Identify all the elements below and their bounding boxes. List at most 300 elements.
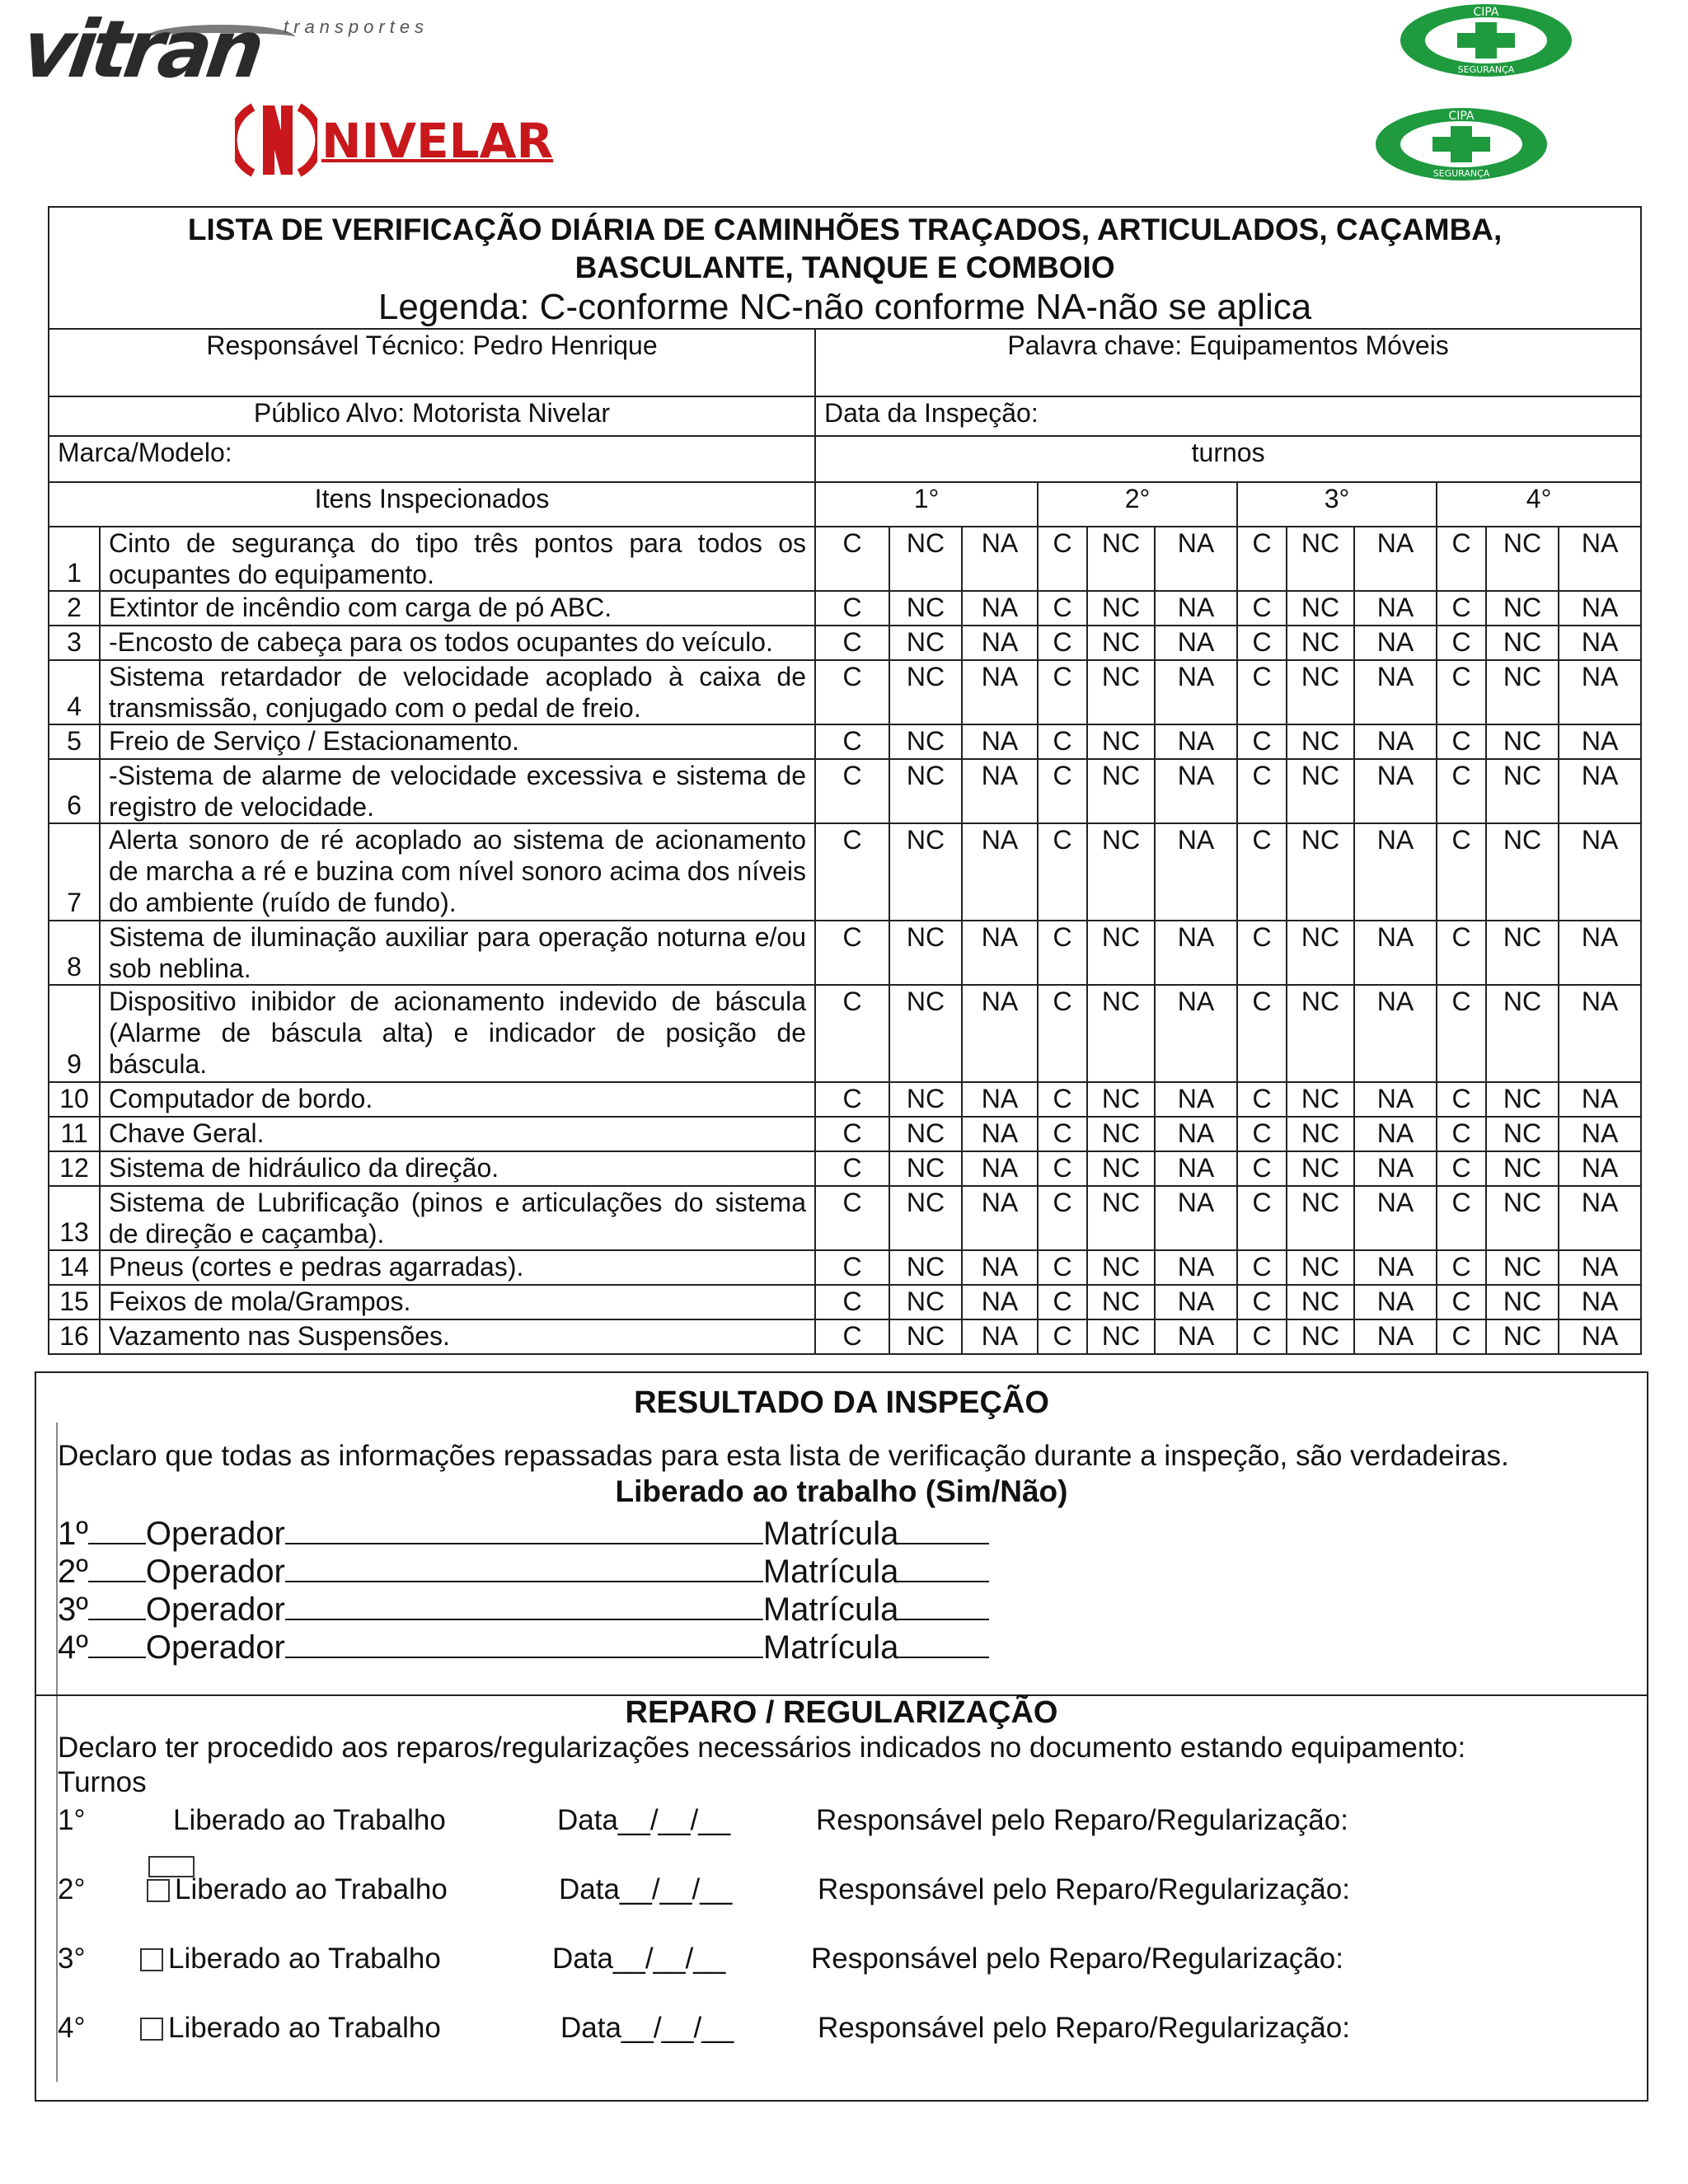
- operator-ordinal: 3º: [58, 1591, 88, 1628]
- option-nc-shift-1[interactable]: NC: [889, 1186, 962, 1250]
- option-na-shift-1[interactable]: NA: [962, 1319, 1038, 1354]
- option-na-shift-3[interactable]: NA: [1354, 1250, 1437, 1285]
- option-na-shift-4[interactable]: NA: [1559, 1250, 1641, 1285]
- option-c-shift-1[interactable]: C: [815, 626, 889, 660]
- option-na-shift-4[interactable]: NA: [1559, 626, 1641, 660]
- shift-1-header: 1°: [815, 482, 1038, 527]
- option-nc-shift-1[interactable]: NC: [889, 1319, 962, 1354]
- matricula-label: Matrícula: [762, 1591, 899, 1628]
- item-description: -Encosto de cabeça para os todos ocupantes do veículo.: [100, 626, 815, 660]
- repair-responsible-label: Responsável pelo Reparo/Regularização:: [818, 1873, 1350, 1905]
- table-row: [49, 1319, 1641, 1354]
- item-number: 14: [49, 1250, 100, 1285]
- marca-modelo-field[interactable]: Marca/Modelo:: [49, 436, 815, 482]
- operator-ordinal: 2º: [58, 1554, 88, 1590]
- liberado-blank[interactable]: [88, 1629, 146, 1658]
- option-na-shift-3[interactable]: NA: [1354, 527, 1437, 591]
- option-nc-shift-1[interactable]: NC: [889, 1117, 962, 1151]
- option-c-shift-1[interactable]: C: [815, 1285, 889, 1319]
- item-number: 16: [49, 1319, 100, 1354]
- option-na-shift-1[interactable]: NA: [962, 527, 1038, 591]
- option-c-shift-2[interactable]: C: [1038, 1319, 1087, 1354]
- item-number: 12: [49, 1151, 100, 1186]
- option-na-shift-2[interactable]: NA: [1155, 626, 1237, 660]
- option-c-shift-3[interactable]: C: [1237, 921, 1287, 985]
- option-nc-shift-4[interactable]: NC: [1486, 1319, 1559, 1354]
- matricula-blank[interactable]: [898, 1515, 989, 1544]
- option-nc-shift-1[interactable]: NC: [889, 1151, 962, 1186]
- option-na-shift-1[interactable]: NA: [962, 921, 1038, 985]
- option-nc-shift-2[interactable]: NC: [1087, 1250, 1155, 1285]
- option-na-shift-2[interactable]: NA: [1155, 1186, 1237, 1250]
- checkbox-outline: [148, 1856, 195, 1877]
- option-na-shift-4[interactable]: NA: [1559, 527, 1641, 591]
- option-c-shift-4[interactable]: C: [1437, 759, 1486, 823]
- option-na-shift-3[interactable]: NA: [1354, 921, 1437, 985]
- option-c-shift-1[interactable]: C: [815, 985, 889, 1082]
- option-c-shift-2[interactable]: C: [1038, 921, 1087, 985]
- repair-turn-label: 3°: [58, 1943, 86, 1975]
- option-nc-shift-2[interactable]: NC: [1087, 921, 1155, 985]
- option-nc-shift-2[interactable]: NC: [1087, 1082, 1155, 1117]
- option-c-shift-1[interactable]: C: [815, 921, 889, 985]
- shift-3-header: 3°: [1237, 482, 1437, 527]
- option-na-shift-4[interactable]: NA: [1559, 1151, 1641, 1186]
- item-description: Extintor de incêndio com carga de pó ABC.: [100, 591, 815, 626]
- option-nc-shift-3[interactable]: NC: [1287, 1151, 1354, 1186]
- cipa-text: CIPA: [1448, 110, 1475, 123]
- option-na-shift-1[interactable]: NA: [962, 1285, 1038, 1319]
- table-row: [49, 1151, 1641, 1186]
- option-c-shift-2[interactable]: C: [1038, 527, 1087, 591]
- repair-date-field: Data__/__/__: [560, 2012, 734, 2044]
- table-row: [49, 626, 1641, 660]
- option-na-shift-3[interactable]: NA: [1354, 1151, 1437, 1186]
- option-nc-shift-3[interactable]: NC: [1287, 823, 1354, 921]
- option-c-shift-4[interactable]: C: [1437, 921, 1486, 985]
- option-na-shift-2[interactable]: NA: [1155, 759, 1237, 823]
- option-c-shift-4[interactable]: C: [1437, 1285, 1486, 1319]
- operator-label: Operador: [145, 1516, 285, 1552]
- page-title: [49, 208, 1640, 287]
- option-na-shift-2[interactable]: NA: [1155, 660, 1237, 724]
- option-nc-shift-3[interactable]: NC: [1287, 921, 1354, 985]
- option-c-shift-1[interactable]: C: [815, 1319, 889, 1354]
- table-row: [49, 1186, 1641, 1250]
- option-nc-shift-4[interactable]: NC: [1486, 1186, 1559, 1250]
- option-nc-shift-1[interactable]: NC: [889, 1082, 962, 1117]
- option-nc-shift-4[interactable]: NC: [1486, 823, 1559, 921]
- matricula-blank[interactable]: [898, 1629, 989, 1658]
- option-c-shift-2[interactable]: C: [1038, 1151, 1087, 1186]
- option-nc-shift-2[interactable]: NC: [1087, 1117, 1155, 1151]
- matricula-blank[interactable]: [898, 1553, 989, 1582]
- option-nc-shift-1[interactable]: NC: [889, 759, 962, 823]
- option-na-shift-1[interactable]: NA: [962, 626, 1038, 660]
- itens-inspecionados-header: Itens Inspecionados: [49, 482, 815, 527]
- option-nc-shift-3[interactable]: NC: [1287, 527, 1354, 591]
- option-c-shift-3[interactable]: C: [1237, 724, 1287, 759]
- option-na-shift-1[interactable]: NA: [962, 1250, 1038, 1285]
- option-nc-shift-1[interactable]: NC: [889, 921, 962, 985]
- option-nc-shift-4[interactable]: NC: [1486, 1082, 1559, 1117]
- option-nc-shift-1[interactable]: NC: [889, 724, 962, 759]
- item-description: Sistema de iluminação auxiliar para operação noturna e/ou sob neblina.: [100, 921, 815, 985]
- result-section: [35, 1371, 1648, 2102]
- repair-turn-label: 1°: [58, 1804, 86, 1836]
- option-c-shift-1[interactable]: C: [815, 591, 889, 626]
- option-nc-shift-3[interactable]: NC: [1287, 626, 1354, 660]
- option-c-shift-1[interactable]: C: [815, 1250, 889, 1285]
- option-nc-shift-1[interactable]: NC: [889, 985, 962, 1082]
- option-nc-shift-2[interactable]: NC: [1087, 1285, 1155, 1319]
- option-c-shift-3[interactable]: C: [1237, 1117, 1287, 1151]
- option-nc-shift-2[interactable]: NC: [1087, 724, 1155, 759]
- option-c-shift-1[interactable]: C: [815, 527, 889, 591]
- option-c-shift-2[interactable]: C: [1038, 591, 1087, 626]
- cipa-sub: SEGURANÇA: [1432, 168, 1490, 179]
- table-row: [49, 1285, 1641, 1319]
- checklist-table: [48, 206, 1642, 1355]
- option-c-shift-2[interactable]: C: [1038, 626, 1087, 660]
- item-description: -Sistema de alarme de velocidade excessiva e sistema de registro de velocidade.: [100, 759, 815, 823]
- option-c-shift-1[interactable]: C: [815, 1082, 889, 1117]
- option-c-shift-4[interactable]: C: [1437, 660, 1486, 724]
- option-na-shift-2[interactable]: NA: [1155, 921, 1237, 985]
- option-na-shift-2[interactable]: NA: [1155, 1151, 1237, 1186]
- option-nc-shift-4[interactable]: NC: [1486, 985, 1559, 1082]
- option-nc-shift-3[interactable]: NC: [1287, 1117, 1354, 1151]
- option-na-shift-4[interactable]: NA: [1559, 823, 1641, 921]
- item-number: 15: [49, 1285, 100, 1319]
- option-c-shift-3[interactable]: C: [1237, 1319, 1287, 1354]
- option-na-shift-3[interactable]: NA: [1354, 823, 1437, 921]
- item-number: 13: [49, 1186, 100, 1250]
- header-title-cell: [49, 207, 1641, 329]
- option-nc-shift-1[interactable]: NC: [889, 626, 962, 660]
- table-row: [49, 1250, 1641, 1285]
- option-na-shift-4[interactable]: NA: [1559, 724, 1641, 759]
- option-na-shift-3[interactable]: NA: [1354, 1319, 1437, 1354]
- option-c-shift-4[interactable]: C: [1437, 1250, 1486, 1285]
- option-na-shift-1[interactable]: NA: [962, 823, 1038, 921]
- option-c-shift-2[interactable]: C: [1038, 759, 1087, 823]
- option-c-shift-4[interactable]: C: [1437, 1082, 1486, 1117]
- option-nc-shift-4[interactable]: NC: [1486, 1117, 1559, 1151]
- option-nc-shift-4[interactable]: NC: [1486, 660, 1559, 724]
- option-c-shift-1[interactable]: C: [815, 823, 889, 921]
- repair-responsible-label: Responsável pelo Reparo/Regularização:: [818, 2012, 1350, 2044]
- item-number: 3: [49, 626, 100, 660]
- cipa-text: CIPA: [1473, 6, 1499, 19]
- option-c-shift-4[interactable]: C: [1437, 1151, 1486, 1186]
- option-nc-shift-3[interactable]: NC: [1287, 985, 1354, 1082]
- item-number: 10: [49, 1082, 100, 1117]
- option-c-shift-2[interactable]: C: [1038, 1186, 1087, 1250]
- option-c-shift-3[interactable]: C: [1237, 823, 1287, 921]
- option-nc-shift-4[interactable]: NC: [1486, 921, 1559, 985]
- option-c-shift-3[interactable]: C: [1237, 1151, 1287, 1186]
- option-na-shift-2[interactable]: NA: [1155, 1117, 1237, 1151]
- item-number: 1: [49, 527, 100, 591]
- option-c-shift-4[interactable]: C: [1437, 724, 1486, 759]
- option-na-shift-4[interactable]: NA: [1559, 1186, 1641, 1250]
- option-nc-shift-1[interactable]: NC: [889, 1250, 962, 1285]
- repair-turnos-label: Turnos: [58, 1766, 147, 1798]
- option-c-shift-3[interactable]: C: [1237, 985, 1287, 1082]
- option-na-shift-3[interactable]: NA: [1354, 759, 1437, 823]
- liberado-blank[interactable]: [88, 1591, 146, 1620]
- table-row: [49, 985, 1641, 1082]
- repair-liberado-label: Liberado ao Trabalho: [168, 1943, 441, 1975]
- option-c-shift-3[interactable]: C: [1237, 759, 1287, 823]
- option-nc-shift-2[interactable]: NC: [1087, 985, 1155, 1082]
- operator-name-blank[interactable]: [285, 1629, 763, 1658]
- cipa-logo-top: [1400, 3, 1573, 77]
- table-row: [49, 724, 1641, 759]
- vitran-logo-sub: transportes: [284, 16, 429, 37]
- option-nc-shift-4[interactable]: NC: [1486, 1250, 1559, 1285]
- operator-label: Operador: [145, 1554, 285, 1590]
- operator-line: [58, 1515, 989, 1553]
- repair-liberado-label: Liberado ao Trabalho: [173, 1804, 446, 1836]
- cipa-logo-bottom: [1375, 107, 1548, 181]
- option-na-shift-3[interactable]: NA: [1354, 985, 1437, 1082]
- option-c-shift-1[interactable]: C: [815, 759, 889, 823]
- option-na-shift-4[interactable]: NA: [1559, 1285, 1641, 1319]
- option-c-shift-2[interactable]: C: [1038, 660, 1087, 724]
- option-na-shift-4[interactable]: NA: [1559, 660, 1641, 724]
- option-na-shift-1[interactable]: NA: [962, 985, 1038, 1082]
- option-c-shift-1[interactable]: C: [815, 1117, 889, 1151]
- option-nc-shift-2[interactable]: NC: [1087, 759, 1155, 823]
- liberado-checkbox[interactable]: [147, 1879, 170, 1902]
- option-nc-shift-1[interactable]: NC: [889, 591, 962, 626]
- option-c-shift-3[interactable]: C: [1237, 1250, 1287, 1285]
- responsavel-tecnico: Responsável Técnico: Pedro Henrique: [49, 329, 815, 396]
- option-nc-shift-4[interactable]: NC: [1486, 591, 1559, 626]
- option-nc-shift-3[interactable]: NC: [1287, 591, 1354, 626]
- option-na-shift-3[interactable]: NA: [1354, 591, 1437, 626]
- option-nc-shift-1[interactable]: NC: [889, 660, 962, 724]
- option-na-shift-1[interactable]: NA: [962, 660, 1038, 724]
- option-na-shift-3[interactable]: NA: [1354, 1117, 1437, 1151]
- option-nc-shift-3[interactable]: NC: [1287, 1082, 1354, 1117]
- repair-turn-label: 4°: [58, 2012, 86, 2044]
- item-description: Alerta sonoro de ré acoplado ao sistema de acionamento de marcha a ré e buzina com nível sonoro acima dos níveis do ambiente (ruído de fundo).: [100, 823, 815, 921]
- option-c-shift-4[interactable]: C: [1437, 823, 1486, 921]
- table-row: [49, 527, 1641, 591]
- operator-label: Operador: [145, 1591, 285, 1628]
- item-number: 4: [49, 660, 100, 724]
- option-nc-shift-2[interactable]: NC: [1087, 1319, 1155, 1354]
- option-nc-shift-4[interactable]: NC: [1486, 724, 1559, 759]
- option-na-shift-1[interactable]: NA: [962, 724, 1038, 759]
- result-declaration: Declaro que todas as informações repassadas para esta lista de verificação durante a inspeção, são verdadeiras.: [58, 1440, 1509, 1472]
- option-c-shift-2[interactable]: C: [1038, 985, 1087, 1082]
- option-na-shift-3[interactable]: NA: [1354, 660, 1437, 724]
- option-nc-shift-2[interactable]: NC: [1087, 1186, 1155, 1250]
- option-c-shift-4[interactable]: C: [1437, 1117, 1486, 1151]
- option-nc-shift-2[interactable]: NC: [1087, 660, 1155, 724]
- option-nc-shift-4[interactable]: NC: [1486, 759, 1559, 823]
- option-nc-shift-2[interactable]: NC: [1087, 591, 1155, 626]
- option-nc-shift-3[interactable]: NC: [1287, 1285, 1354, 1319]
- operator-ordinal: 4º: [58, 1629, 88, 1666]
- operator-name-blank[interactable]: [285, 1515, 763, 1544]
- shift-4-header: 4°: [1437, 482, 1641, 527]
- option-nc-shift-4[interactable]: NC: [1486, 527, 1559, 591]
- item-description: Pneus (cortes e pedras agarradas).: [100, 1250, 815, 1285]
- option-c-shift-2[interactable]: C: [1038, 1250, 1087, 1285]
- option-na-shift-4[interactable]: NA: [1559, 759, 1641, 823]
- item-number: 6: [49, 759, 100, 823]
- option-na-shift-3[interactable]: NA: [1354, 1186, 1437, 1250]
- option-nc-shift-3[interactable]: NC: [1287, 759, 1354, 823]
- option-c-shift-1[interactable]: C: [815, 724, 889, 759]
- item-number: 8: [49, 921, 100, 985]
- vitran-logo-word: vitran: [16, 3, 265, 96]
- table-row: [49, 591, 1641, 626]
- option-c-shift-2[interactable]: C: [1038, 1285, 1087, 1319]
- option-na-shift-1[interactable]: NA: [962, 1151, 1038, 1186]
- nivelar-logo-word: NIVELAR: [321, 113, 554, 169]
- option-nc-shift-2[interactable]: NC: [1087, 1151, 1155, 1186]
- liberado-blank[interactable]: [88, 1515, 146, 1544]
- option-nc-shift-3[interactable]: NC: [1287, 1319, 1354, 1354]
- option-na-shift-4[interactable]: NA: [1559, 921, 1641, 985]
- option-c-shift-3[interactable]: C: [1237, 1186, 1287, 1250]
- option-na-shift-4[interactable]: NA: [1559, 1117, 1641, 1151]
- option-c-shift-1[interactable]: C: [815, 1186, 889, 1250]
- option-nc-shift-4[interactable]: NC: [1486, 626, 1559, 660]
- item-number: 5: [49, 724, 100, 759]
- option-na-shift-4[interactable]: NA: [1559, 1082, 1641, 1117]
- option-c-shift-3[interactable]: C: [1237, 626, 1287, 660]
- option-c-shift-2[interactable]: C: [1038, 823, 1087, 921]
- option-na-shift-3[interactable]: NA: [1354, 1082, 1437, 1117]
- option-na-shift-2[interactable]: NA: [1155, 1082, 1237, 1117]
- nivelar-n-icon: [235, 99, 317, 181]
- option-c-shift-3[interactable]: C: [1237, 591, 1287, 626]
- option-c-shift-2[interactable]: C: [1038, 1082, 1087, 1117]
- repair-date-field: Data__/__/__: [557, 1804, 731, 1836]
- title-line-1: LISTA DE VERIFICAÇÃO DIÁRIA DE CAMINHÕES TRAÇADOS, ARTICULADOS, CAÇAMBA,: [187, 213, 1503, 246]
- option-c-shift-4[interactable]: C: [1437, 527, 1486, 591]
- liberado-checkbox[interactable]: [140, 2018, 163, 2041]
- repair-turn-label: 2°: [58, 1873, 86, 1905]
- matricula-blank[interactable]: [898, 1591, 989, 1620]
- matricula-label: Matrícula: [762, 1554, 899, 1590]
- item-description: Chave Geral.: [100, 1117, 815, 1151]
- option-na-shift-2[interactable]: NA: [1155, 823, 1237, 921]
- option-na-shift-3[interactable]: NA: [1354, 626, 1437, 660]
- option-nc-shift-3[interactable]: NC: [1287, 1250, 1354, 1285]
- matricula-label: Matrícula: [762, 1516, 899, 1552]
- option-nc-shift-2[interactable]: NC: [1087, 823, 1155, 921]
- vitran-logo: [16, 3, 460, 96]
- option-c-shift-3[interactable]: C: [1237, 1082, 1287, 1117]
- option-c-shift-4[interactable]: C: [1437, 591, 1486, 626]
- item-description: Freio de Serviço / Estacionamento.: [100, 724, 815, 759]
- option-na-shift-1[interactable]: NA: [962, 759, 1038, 823]
- option-c-shift-1[interactable]: C: [815, 1151, 889, 1186]
- option-na-shift-1[interactable]: NA: [962, 1082, 1038, 1117]
- table-row: [49, 921, 1641, 985]
- option-na-shift-4[interactable]: NA: [1559, 1319, 1641, 1354]
- option-c-shift-4[interactable]: C: [1437, 1319, 1486, 1354]
- option-c-shift-1[interactable]: C: [815, 660, 889, 724]
- liberado-checkbox[interactable]: [140, 1948, 163, 1971]
- table-row: [49, 1082, 1641, 1117]
- option-nc-shift-3[interactable]: NC: [1287, 724, 1354, 759]
- option-nc-shift-2[interactable]: NC: [1087, 626, 1155, 660]
- operator-ordinal: 1º: [58, 1516, 88, 1552]
- option-na-shift-2[interactable]: NA: [1155, 1319, 1237, 1354]
- option-nc-shift-1[interactable]: NC: [889, 1285, 962, 1319]
- option-na-shift-1[interactable]: NA: [962, 1117, 1038, 1151]
- item-description: Feixos de mola/Grampos.: [100, 1285, 815, 1319]
- option-c-shift-4[interactable]: C: [1437, 626, 1486, 660]
- option-nc-shift-2[interactable]: NC: [1087, 527, 1155, 591]
- operator-label: Operador: [145, 1629, 285, 1666]
- operator-line: [58, 1629, 989, 1666]
- repair-declaration: Declaro ter procedido aos reparos/regularizações necessários indicados no documento estando equipamento:: [58, 1732, 1466, 1764]
- option-nc-shift-3[interactable]: NC: [1287, 1186, 1354, 1250]
- option-na-shift-1[interactable]: NA: [962, 1186, 1038, 1250]
- option-c-shift-3[interactable]: C: [1237, 1285, 1287, 1319]
- nivelar-logo: [235, 99, 554, 181]
- option-na-shift-2[interactable]: NA: [1155, 1250, 1237, 1285]
- title-line-2: BASCULANTE, TANQUE E COMBOIO: [574, 251, 1115, 284]
- option-c-shift-3[interactable]: C: [1237, 660, 1287, 724]
- operator-name-blank[interactable]: [285, 1591, 763, 1620]
- option-na-shift-4[interactable]: NA: [1559, 591, 1641, 626]
- liberado-blank[interactable]: [88, 1553, 146, 1582]
- legend: Legenda: C-conforme NC-não conforme NA-não se aplica: [377, 287, 1312, 327]
- option-na-shift-2[interactable]: NA: [1155, 527, 1237, 591]
- option-na-shift-1[interactable]: NA: [962, 591, 1038, 626]
- option-nc-shift-4[interactable]: NC: [1486, 1151, 1559, 1186]
- option-nc-shift-4[interactable]: NC: [1486, 1285, 1559, 1319]
- option-na-shift-4[interactable]: NA: [1559, 985, 1641, 1082]
- operator-name-blank[interactable]: [285, 1553, 763, 1582]
- option-na-shift-3[interactable]: NA: [1354, 1285, 1437, 1319]
- data-inspecao-field[interactable]: Data da Inspeção:: [815, 396, 1641, 436]
- option-na-shift-2[interactable]: NA: [1155, 724, 1237, 759]
- option-nc-shift-3[interactable]: NC: [1287, 660, 1354, 724]
- liberado-label: Liberado ao trabalho (Sim/Não): [615, 1474, 1068, 1508]
- option-nc-shift-1[interactable]: NC: [889, 823, 962, 921]
- shift-2-header: 2°: [1038, 482, 1237, 527]
- option-c-shift-2[interactable]: C: [1038, 1117, 1087, 1151]
- option-c-shift-3[interactable]: C: [1237, 527, 1287, 591]
- option-c-shift-4[interactable]: C: [1437, 1186, 1486, 1250]
- option-c-shift-4[interactable]: C: [1437, 985, 1486, 1082]
- item-description: Sistema retardador de velocidade acoplado à caixa de transmissão, conjugado com o pedal de freio.: [100, 660, 815, 724]
- option-c-shift-2[interactable]: C: [1038, 724, 1087, 759]
- table-row: [49, 660, 1641, 724]
- repair-liberado-label: Liberado ao Trabalho: [175, 1873, 448, 1905]
- option-na-shift-3[interactable]: NA: [1354, 724, 1437, 759]
- option-na-shift-2[interactable]: NA: [1155, 1285, 1237, 1319]
- operator-line: [58, 1591, 989, 1629]
- option-nc-shift-1[interactable]: NC: [889, 527, 962, 591]
- option-na-shift-2[interactable]: NA: [1155, 591, 1237, 626]
- option-na-shift-2[interactable]: NA: [1155, 985, 1237, 1082]
- repair-date-field: Data__/__/__: [559, 1873, 733, 1905]
- repair-title: REPARO / REGULARIZAÇÃO: [625, 1695, 1058, 1730]
